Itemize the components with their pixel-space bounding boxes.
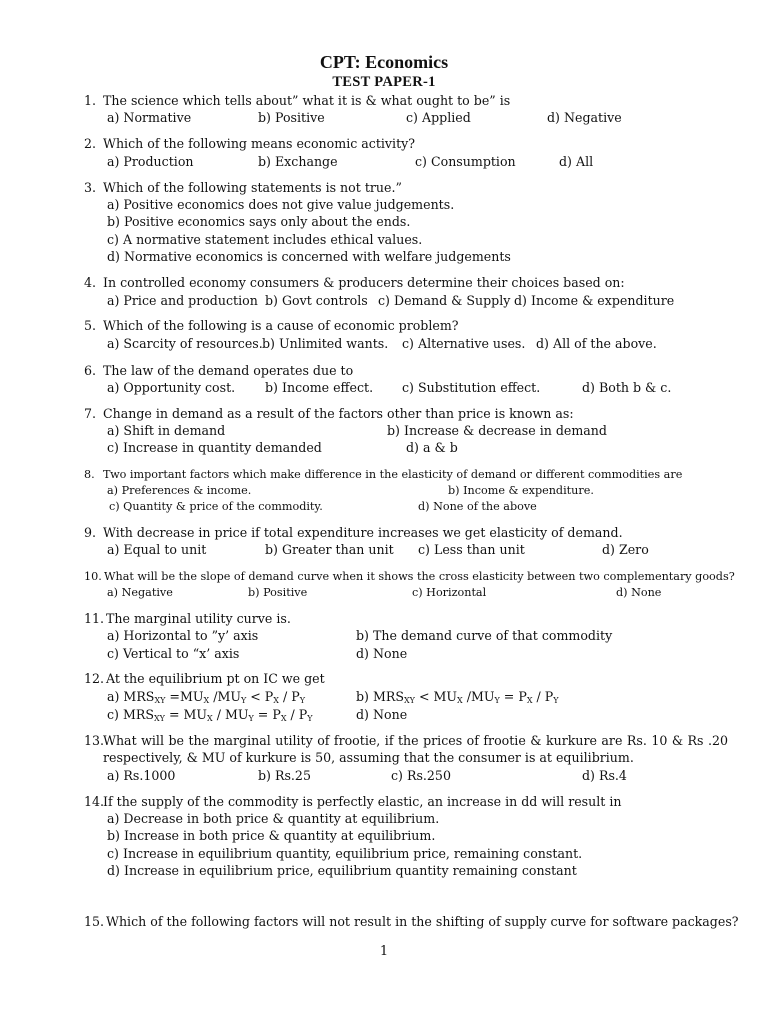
option: d) Increase in equilibrium price, equilibrium quantity remaining constant [107,863,577,878]
question-stem: Which of the following means economic activity? [103,136,415,151]
question-number: 8. [84,468,95,481]
option: a) Horizontal to ”y’ axis [107,628,259,643]
option: d) a & b [406,440,458,455]
option: c) Rs.250 [391,768,451,783]
question-stem: Which of the following factors will not result in the shifting of supply curve for software packages? [106,914,739,929]
option-formula: a) $MRS_{XY} =MU_X$ $/MU_Y < P_X / P_Y$ [107,689,306,705]
option: b) The demand curve of that commodity [356,628,613,643]
question-number: 11. [84,611,105,626]
option: d) All of the above. [536,336,657,351]
option: d) None [356,707,408,722]
option: c) A normative statement includes ethical values. [107,232,423,247]
question-stem: What will be the marginal utility of frootie, if the prices of frootie & kurkure are Rs. 10 & Rs .20 respectively, & MU of kurkure is 50, assuming that the consumer is at equilibrium. [103,733,728,765]
page-title: CPT: Economics [319,52,449,72]
question-number: 10. [84,570,102,583]
option: b) Positive [248,586,308,599]
question-stem: The law of the demand operates due to [103,363,354,378]
option: b) Unlimited wants. [262,336,389,351]
option: d) Rs.4 [582,768,627,783]
question-stem: Which of the following statements is not true.” [103,180,402,195]
question-stem: Which of the following is a cause of economic problem? [103,318,459,333]
option: b) Income & expenditure. [448,484,594,497]
page-subtitle: TEST PAPER-1 [332,74,436,90]
option: a) Normative [107,110,192,125]
question-stem: What will be the slope of demand curve when it shows the cross elasticity between two complementary goods? [104,570,735,583]
question-number: 14. [84,794,105,809]
option: a) Scarcity of resources. [107,336,263,351]
question-stem: The science which tells about” what it is & what ought to be” is [103,93,511,108]
option: a) Opportunity cost. [107,380,236,395]
option: a) Equal to unit [107,542,207,557]
option: b) Govt controls [265,293,368,308]
option: d) None of the above [418,500,537,513]
option: a) Price and production [107,293,258,308]
question-stem: Change in demand as a result of the factors other than price is known as: [103,406,574,421]
option: a) Preferences & income. [107,484,252,497]
option: c) Demand & Supply [378,293,511,308]
option: d) All [559,154,594,169]
option: a) Shift in demand [107,423,226,438]
question-number: 9. [84,525,97,540]
question-number: 6. [84,363,97,378]
option: d) None [616,586,662,599]
option: b) Increase & decrease in demand [387,423,607,438]
question-stem: If the supply of the commodity is perfectly elastic, an increase in dd will result in [103,794,622,809]
question-number: 15. [84,914,105,929]
page-number: 1 [379,944,389,959]
option: b) Greater than unit [265,542,394,557]
option: d) Zero [602,542,649,557]
question-stem: Two important factors which make difference in the elasticity of demand or different commodities are [103,468,683,481]
option: c) Horizontal [412,586,487,599]
option: a) Rs.1000 [107,768,176,783]
option: b) Rs.25 [258,768,311,783]
option: c) Quantity & price of the commodity. [109,500,323,513]
option: d) Normative economics is concerned with welfare judgements [107,249,511,264]
question-number: 5. [84,318,97,333]
option: a) Positive economics does not give value judgements. [107,197,455,212]
option: a) Negative [107,586,173,599]
option: d) Income & expenditure [514,293,675,308]
option: b) Increase in both price & quantity at equilibrium. [107,828,436,843]
option: b) Exchange [258,154,338,169]
question-number: 1. [84,93,97,108]
option: a) Production [107,154,194,169]
option: c) Increase in quantity demanded [107,440,322,455]
option: c) Increase in equilibrium quantity, equilibrium price, remaining constant. [107,846,583,861]
question-number: 13. [84,733,105,748]
question-number: 3. [84,180,97,195]
option: b) Income effect. [265,380,374,395]
question-stem: The marginal utility curve is. [106,611,291,626]
option: c) Applied [406,110,471,125]
option: c) Substitution effect. [402,380,541,395]
question-number: 7. [84,406,97,421]
option-formula: c) $MRS_{XY} = MU_X / MU_Y = P_X / P_Y$ [107,707,313,723]
question-stem: With decrease in price if total expenditure increases we get elasticity of demand. [103,525,623,540]
question-number: 4. [84,275,97,290]
question-stem: In controlled economy consumers & producers determine their choices based on: [103,275,625,290]
option: d) None [356,646,408,661]
option-formula: b) $MRS_{XY} < MU_X$ $/MU_Y = P_X / P_Y$ [356,689,559,705]
question-stem: At the equilibrium pt on IC we get [106,671,325,686]
option: a) Decrease in both price & quantity at equilibrium. [107,811,440,826]
question-number: 12. [84,671,105,686]
question-number: 2. [84,136,97,151]
option: c) Alternative uses. [402,336,526,351]
option: b) Positive [258,110,325,125]
option: d) Negative [547,110,622,125]
option: c) Less than unit [418,542,525,557]
option: c) Consumption [415,154,516,169]
option: b) Positive economics says only about the ends. [107,214,411,229]
option: d) Both b & c. [582,380,672,395]
option: c) Vertical to “x’ axis [107,646,240,661]
